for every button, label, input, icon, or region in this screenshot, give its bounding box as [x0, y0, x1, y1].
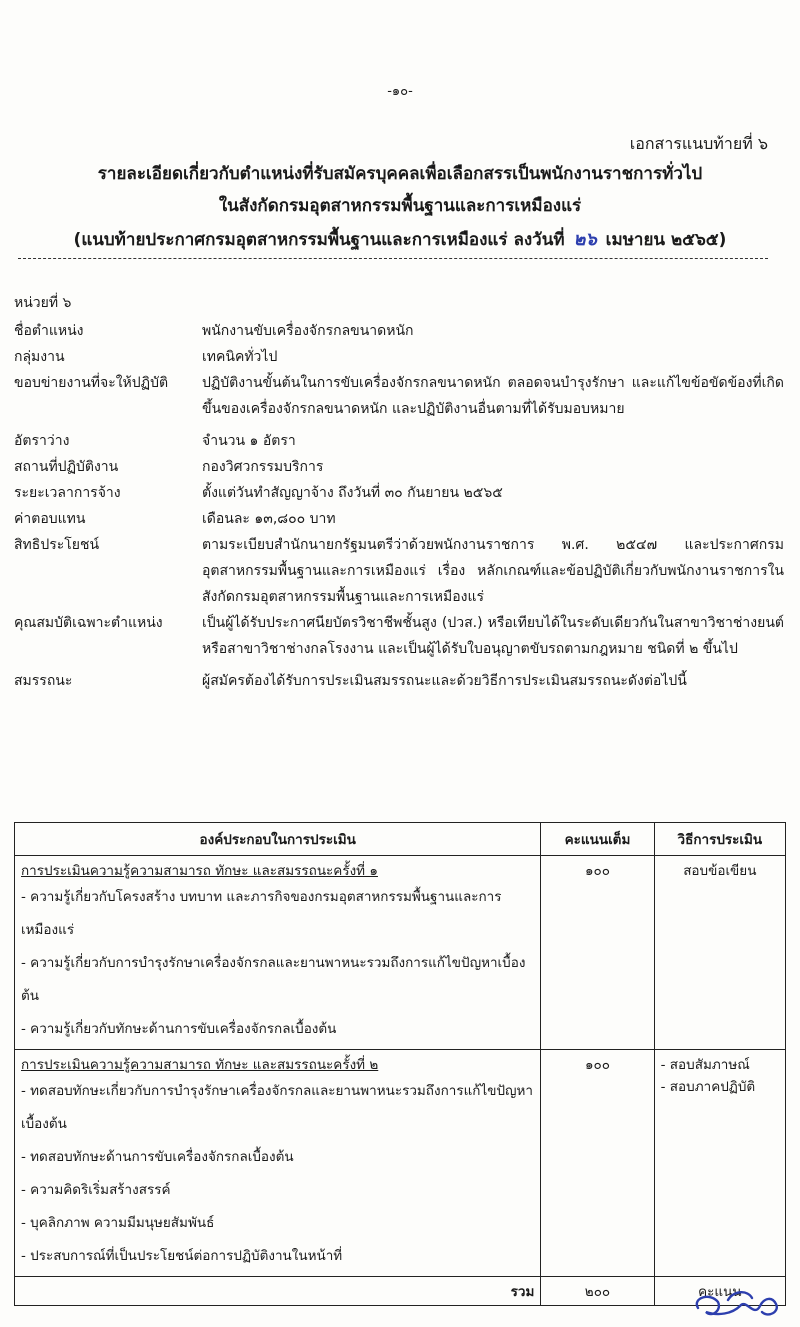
field-competency	[14, 668, 784, 694]
list-item: - ความรู้เกี่ยวกับทักษะด้านการขับเครื่องจักรกลเบื้องต้น	[21, 1021, 337, 1037]
header-method: วิธีการประเมิน	[654, 823, 785, 856]
field-value: กองวิศวกรรมบริการ	[202, 459, 324, 475]
total-unit: คะแนน	[654, 1277, 785, 1306]
section-title: การประเมินความรู้ความสามารถ ทักษะ และสมรรถนะครั้งที่ ๑	[21, 863, 378, 879]
field-label: กลุ่มงาน	[14, 349, 65, 365]
document-title-line3	[0, 224, 800, 253]
field-value: จำนวน ๑ อัตรา	[202, 433, 296, 449]
list-item: - ประสบการณ์ที่เป็นประโยชน์ต่อการปฏิบัติงานในหน้าที่	[21, 1248, 343, 1264]
method-item: - สอบภาคปฏิบัติ	[660, 1079, 756, 1095]
list-item: - บุคลิกภาพ ความมีมนุษยสัมพันธ์	[21, 1215, 215, 1231]
header-full-score: คะแนนเต็ม	[541, 823, 654, 856]
document-title-line1: รายละเอียดเกี่ยวกับตำแหน่งที่รับสมัครบุคคลเพื่อเลือกสรรเป็นพนักงานราชการทั่วไป	[97, 164, 703, 184]
field-qualifications	[14, 610, 784, 662]
field-employment-period	[14, 480, 784, 506]
method-item: - สอบสัมภาษณ์	[660, 1057, 750, 1073]
document-title-line2: ในสังกัดกรมอุตสาหกรรมพื้นฐานและการเหมืองแร่	[218, 196, 582, 216]
total-value: ๒๐๐	[541, 1277, 654, 1306]
field-vacancy	[14, 428, 784, 454]
table-row	[15, 856, 786, 1050]
field-workplace	[14, 454, 784, 480]
method-item: สอบข้อเขียน	[683, 863, 757, 879]
field-compensation	[14, 506, 784, 532]
handwritten-date: ๒๖	[573, 229, 597, 250]
list-item: - ความรู้เกี่ยวกับการบำรุงรักษาเครื่องจักรกลและยานพาหนะรวมถึงการแก้ไขปัญหาเบื้องต้น	[21, 955, 526, 1004]
title-line3-suffix: เมษายน ๒๕๖๕)	[605, 230, 727, 250]
total-row	[15, 1277, 786, 1306]
field-label: สมรรถนะ	[14, 673, 73, 689]
field-label: สถานที่ปฏิบัติงาน	[14, 459, 119, 475]
field-position-name	[14, 318, 784, 344]
field-label: ค่าตอบแทน	[14, 511, 86, 527]
field-label: ระยะเวลาการจ้าง	[14, 485, 121, 501]
field-benefits	[14, 532, 784, 610]
position-details	[14, 318, 784, 694]
list-item: - ความรู้เกี่ยวกับโครงสร้าง บทบาท และภารกิจของกรมอุตสาหกรรมพื้นฐานและการเหมืองแร่	[21, 889, 502, 938]
field-label: อัตราว่าง	[14, 433, 70, 449]
field-value: เป็นผู้ได้รับประกาศนียบัตรวิชาชีพชั้นสูง (ปวส.) หรือเทียบได้ในระดับเดียวกันในสาขาวิชาช่างยนต์ หรือสาขาวิชาช่างกลโรงงาน และเป็นผู้ได้รับใบอนุญาตขับรถตามกฎหมาย ชนิดที่ ๒ ขึ้นไป	[202, 615, 784, 657]
field-scope	[14, 370, 784, 422]
section-title: การประเมินความรู้ความสามารถ ทักษะ และสมรรถนะครั้งที่ ๒	[21, 1057, 379, 1073]
method-cell	[654, 1050, 785, 1277]
header-criteria: องค์ประกอบในการประเมิน	[15, 823, 541, 856]
score-cell: ๑๐๐	[541, 856, 654, 1050]
field-value: เดือนละ ๑๓,๘๐๐ บาท	[202, 511, 336, 527]
field-label: คุณสมบัติเฉพาะตำแหน่ง	[14, 615, 163, 631]
field-label: ชื่อตำแหน่ง	[14, 323, 84, 339]
field-value: ตั้งแต่วันทำสัญญาจ้าง ถึงวันที่ ๓๐ กันยายน ๒๕๖๕	[202, 485, 503, 501]
criteria-cell	[15, 1050, 541, 1277]
page-number: -๑๐-	[387, 84, 413, 99]
total-label: รวม	[15, 1277, 541, 1306]
unit-label: หน่วยที่ ๖	[14, 295, 72, 311]
field-value: ตามระเบียบสำนักนายกรัฐมนตรีว่าด้วยพนักงานราชการ พ.ศ. ๒๕๔๗ และประกาศกรมอุตสาหกรรมพื้นฐานและการเหมืองแร่ เรื่อง หลักเกณฑ์และข้อปฏิบัติเกี่ยวกับพนักงานราชการในสังกัดกรมอุตสาหกรรมพื้นฐานและการเหมืองแร่	[202, 537, 784, 605]
handwritten-signature	[688, 1288, 788, 1324]
title-line3-prefix: (แนบท้ายประกาศกรมอุตสาหกรรมพื้นฐานและการเหมืองแร่ ลงวันที่	[73, 230, 565, 250]
field-label: ขอบข่ายงานที่จะให้ปฏิบัติ	[14, 375, 169, 391]
field-value: ผู้สมัครต้องได้รับการประเมินสมรรถนะและด้วยวิธีการประเมินสมรรถนะดังต่อไปนี้	[202, 673, 687, 689]
field-value: พนักงานขับเครื่องจักรกลขนาดหนัก	[202, 323, 414, 339]
score-cell: ๑๐๐	[541, 1050, 654, 1277]
attachment-label: เอกสารแนบท้ายที่ ๖	[629, 134, 768, 153]
table-header-row	[15, 823, 786, 856]
dashed-separator	[18, 258, 768, 259]
field-value: ปฏิบัติงานขั้นต้นในการขับเครื่องจักรกลขนาดหนัก ตลอดจนบำรุงรักษา และแก้ไขข้อขัดข้องที่เกิดขึ้นของเครื่องจักรกลขนาดหนัก และปฏิบัติงานอื่นตามที่ได้รับมอบหมาย	[202, 375, 784, 417]
assessment-table	[14, 822, 786, 1306]
criteria-cell	[15, 856, 541, 1050]
table-row	[15, 1050, 786, 1277]
field-value: เทคนิคทั่วไป	[202, 349, 278, 365]
method-cell	[654, 856, 785, 1050]
list-item: - ความคิดริเริ่มสร้างสรรค์	[21, 1182, 171, 1198]
list-item: - ทดสอบทักษะเกี่ยวกับการบำรุงรักษาเครื่องจักรกลและยานพาหนะรวมถึงการแก้ไขปัญหาเบื้องต้น	[21, 1083, 534, 1132]
field-label: สิทธิประโยชน์	[14, 537, 100, 553]
list-item: - ทดสอบทักษะด้านการขับเครื่องจักรกลเบื้องต้น	[21, 1149, 294, 1165]
field-work-group	[14, 344, 784, 370]
